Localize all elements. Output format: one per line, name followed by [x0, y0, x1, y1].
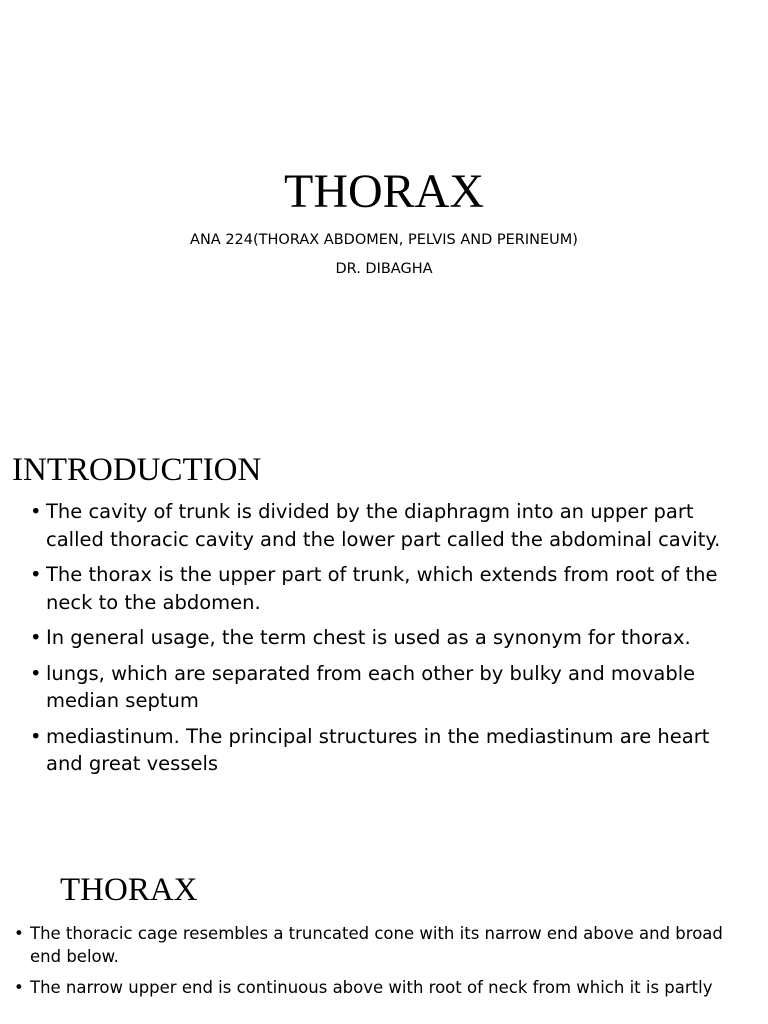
bullet-text: mediastinum. The principal structures in the mediastinum are heart and great vessels	[46, 724, 710, 775]
slide-subtitle-course: ANA 224(THORAX ABDOMEN, PELVIS AND PERINEUM)	[190, 232, 578, 248]
slide-thorax	[0, 850, 768, 1024]
bullet-list	[14, 922, 754, 1007]
slide-introduction	[0, 430, 768, 850]
bullet-dot-icon: •	[30, 661, 42, 685]
bullet-text: The narrow upper end is continuous above with root of neck from which it is partly	[30, 978, 713, 997]
bullet-dot-icon: •	[30, 724, 42, 748]
bullet-text: The thorax is the upper part of trunk, which extends from root of the neck to the abdomen.	[46, 563, 718, 614]
bullet-dot-icon: •	[14, 924, 24, 943]
bullet-text: In general usage, the term chest is used as a synonym for thorax.	[46, 626, 691, 649]
bullet-text: The cavity of trunk is divided by the diaphragm into an upper part called thoracic cavity and the lower part called the abdominal cavity.	[46, 500, 721, 551]
slide-subtitle-author: DR. DIBAGHA	[335, 261, 433, 277]
slide-title	[0, 0, 768, 430]
bullet-item	[14, 976, 754, 999]
bullet-dot-icon: •	[30, 500, 42, 523]
bullet-item	[14, 922, 754, 968]
bullet-item	[30, 561, 730, 616]
bullet-dot-icon: •	[30, 626, 42, 649]
bullet-text: lungs, which are separated from each other by bulky and movable median septum	[46, 661, 696, 712]
slide-heading: THORAX	[60, 872, 198, 908]
bullet-item	[30, 723, 730, 778]
bullet-dot-icon: •	[30, 563, 42, 586]
bullet-dot-icon: •	[14, 978, 24, 997]
bullet-list	[30, 498, 730, 786]
slide-title-heading: THORAX	[284, 165, 484, 218]
bullet-item	[30, 624, 730, 652]
bullet-text: The thoracic cage resembles a truncated cone with its narrow end above and broad end below.	[30, 924, 723, 966]
slide-heading: INTRODUCTION	[12, 452, 262, 488]
bullet-item	[30, 660, 730, 715]
bullet-item	[30, 498, 730, 553]
